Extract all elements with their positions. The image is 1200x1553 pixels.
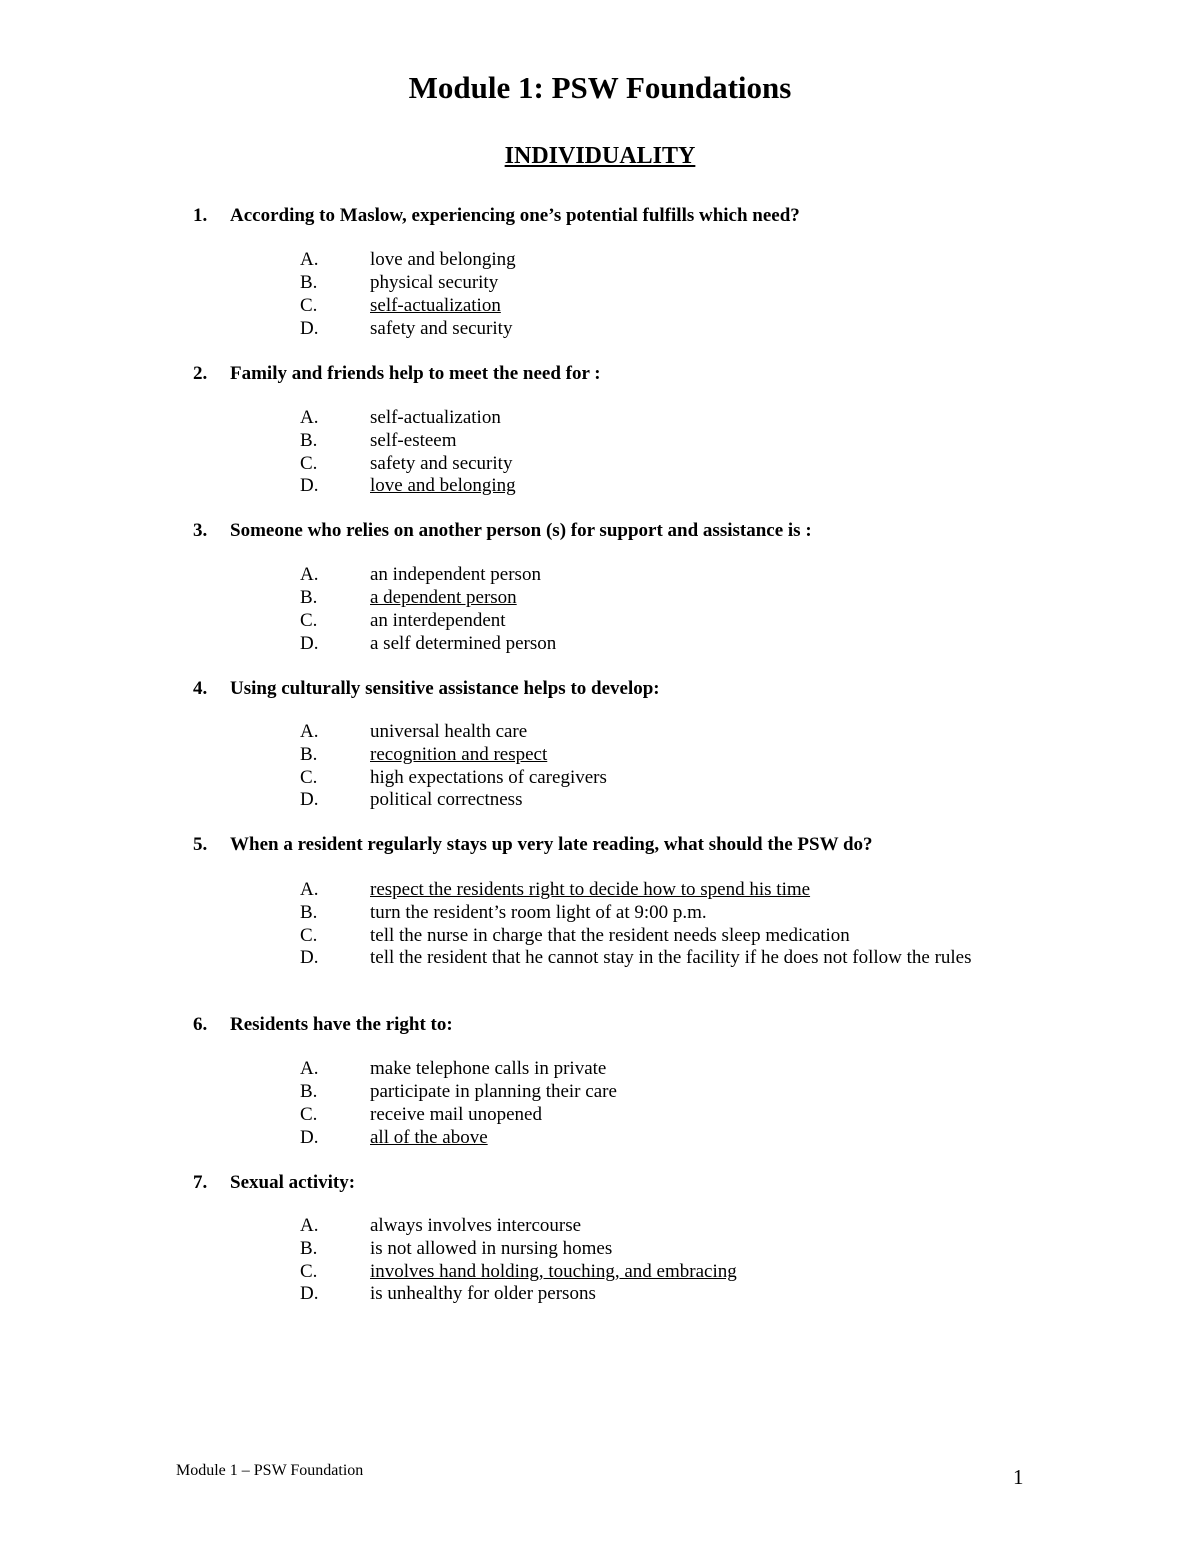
option-letter: C. <box>300 610 318 631</box>
question-number: 7. <box>193 1172 208 1193</box>
option-letter: B. <box>300 272 318 293</box>
option-text: political correctness <box>370 789 523 810</box>
option-letter: D. <box>300 318 319 339</box>
question-number: 4. <box>193 678 208 699</box>
question-text: Someone who relies on another person (s) for support and assistance is : <box>230 520 812 541</box>
option-letter: D. <box>300 633 319 654</box>
correct-answer-text: respect the residents right to decide how to spend his time <box>370 879 811 900</box>
option-letter: A. <box>300 564 319 585</box>
correct-answer-text: recognition and respect <box>370 744 548 765</box>
option-text: receive mail unopened <box>370 1104 542 1125</box>
option-letter: B. <box>300 902 318 923</box>
option-text: tell the nurse in charge that the resident needs sleep medication <box>370 925 850 946</box>
option-text: make telephone calls in private <box>370 1058 607 1079</box>
question-text: Residents have the right to: <box>230 1014 453 1035</box>
option-letter: C. <box>300 925 318 946</box>
option-letter: D. <box>300 789 319 810</box>
correct-answer-text: involves hand holding, touching, and embracing <box>370 1261 737 1282</box>
option-letter: C. <box>300 1261 318 1282</box>
question-text: Family and friends help to meet the need for : <box>230 363 601 384</box>
option-letter: B. <box>300 430 318 451</box>
option-text: is not allowed in nursing homes <box>370 1238 613 1259</box>
correct-answer-text: love and belonging <box>370 475 516 496</box>
correct-answer-text: all of the above <box>370 1127 488 1148</box>
option-text: safety and security <box>370 318 513 339</box>
option-letter: D. <box>300 947 319 968</box>
option-text: participate in planning their care <box>370 1081 617 1102</box>
option-text: love and belonging <box>370 249 516 270</box>
option-text: is unhealthy for older persons <box>370 1283 596 1304</box>
option-text: always involves intercourse <box>370 1215 582 1236</box>
question-text: According to Maslow, experiencing one’s potential fulfills which need? <box>230 205 800 226</box>
option-letter: D. <box>300 475 319 496</box>
option-text: an independent person <box>370 564 541 585</box>
document-title: Module 1: PSW Foundations <box>408 70 792 105</box>
option-letter: D. <box>300 1127 319 1148</box>
question-text: Sexual activity: <box>230 1172 356 1193</box>
option-text: self-actualization <box>370 407 501 428</box>
option-letter: A. <box>300 879 319 900</box>
section-heading: INDIVIDUALITY <box>504 143 696 169</box>
question-text: When a resident regularly stays up very late reading, what should the PSW do? <box>230 834 873 855</box>
page-number: 1 <box>1013 1465 1024 1489</box>
option-text: self-esteem <box>370 430 457 451</box>
option-text: safety and security <box>370 453 513 474</box>
question-number: 2. <box>193 363 208 384</box>
option-letter: D. <box>300 1283 319 1304</box>
option-letter: B. <box>300 744 318 765</box>
option-text: universal health care <box>370 721 528 742</box>
option-letter: A. <box>300 1058 319 1079</box>
option-text: physical security <box>370 272 499 293</box>
question-number: 5. <box>193 834 208 855</box>
correct-answer-text: a dependent person <box>370 587 517 608</box>
option-letter: C. <box>300 295 318 316</box>
option-letter: C. <box>300 453 318 474</box>
option-letter: B. <box>300 1081 318 1102</box>
question-text: Using culturally sensitive assistance helps to develop: <box>230 678 660 699</box>
question-number: 6. <box>193 1014 208 1035</box>
question-number: 3. <box>193 520 208 541</box>
option-letter: B. <box>300 587 318 608</box>
footer-text: Module 1 – PSW Foundation <box>176 1462 364 1479</box>
option-text: high expectations of caregivers <box>370 767 607 788</box>
option-letter: C. <box>300 1104 318 1125</box>
option-letter: B. <box>300 1238 318 1259</box>
option-letter: A. <box>300 407 319 428</box>
option-letter: A. <box>300 721 319 742</box>
option-text: an interdependent <box>370 610 506 631</box>
option-letter: A. <box>300 1215 319 1236</box>
option-text: a self determined person <box>370 633 557 654</box>
option-text: tell the resident that he cannot stay in the facility if he does not follow the rules <box>370 947 972 968</box>
correct-answer-text: self-actualization <box>370 295 501 316</box>
option-text: turn the resident’s room light of at 9:00 p.m. <box>370 902 707 923</box>
question-number: 1. <box>193 205 208 226</box>
option-letter: C. <box>300 767 318 788</box>
option-letter: A. <box>300 249 319 270</box>
